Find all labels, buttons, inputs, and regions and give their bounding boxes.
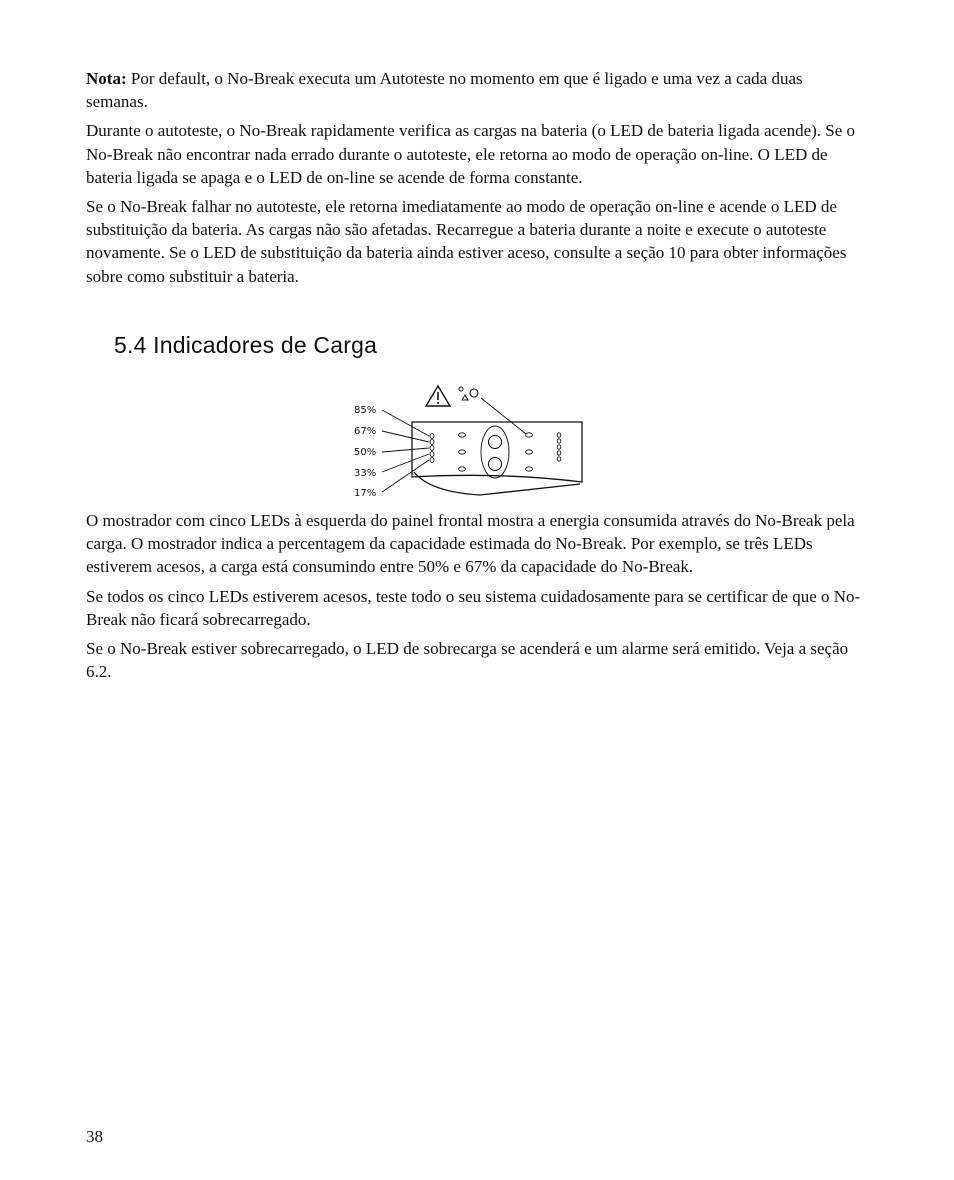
load-led-column — [430, 434, 434, 463]
autotest-failure-paragraph: Se o No-Break falhar no autoteste, ele retorna imediatamente ao modo de operação on-line e acende o LED de substituição da bateria. As cargas não são afetadas. Recarregue a bateria durante a noite e execute o autoteste novamente. Se o LED de substituição da bateria ainda estiver aceso, consulte a seção 10 para obter informações sobre como substituir a bateria. — [86, 197, 847, 286]
left-status-leds — [459, 433, 466, 471]
intro-text-block — [86, 67, 866, 294]
right-status-leds — [526, 433, 533, 471]
display-description-paragraph: O mostrador com cinco LEDs à esquerda do painel frontal mostra a energia consumida através do No-Break pela carga. O mostrador indica a percentagem da capacidade estimada do No-Break. Por exemplo, se três LEDs estiverem acesos, a carga está consumindo entre 50% e 67% da capacidade do No-Break. — [86, 511, 855, 577]
load-label-67: 67% — [354, 426, 377, 437]
load-led-50 — [430, 446, 434, 451]
load-indicator-text-block — [86, 509, 866, 689]
load-label-33: 33% — [354, 468, 377, 479]
note-paragraph — [86, 67, 866, 113]
battery-led-column — [557, 433, 561, 461]
icon-leader-line — [481, 398, 526, 434]
load-label-17: 17% — [354, 488, 377, 499]
load-label-85: 85% — [354, 405, 377, 416]
load-led-33 — [430, 452, 434, 457]
on-test-button[interactable] — [489, 436, 502, 449]
load-led-17 — [430, 458, 434, 463]
autotest-paragraph: Durante o autoteste, o No-Break rapidamente verifica as cargas na bateria (o LED de bateria ligada acende). Se o No-Break não encontrar nada errado durante o autoteste, ele retorna ao modo de operação on-line. O LED de bateria ligada se apaga e o LED de on-line se acende de forma constante. — [86, 121, 856, 187]
page-number: 38 — [86, 1127, 103, 1146]
warning-icon — [426, 386, 450, 406]
overload-paragraph: Se o No-Break estiver sobrecarregado, o LED de sobrecarga se acenderá e um alarme será emitido. Veja a seção 6.2. — [86, 639, 849, 682]
section-heading: 5.4 Indicadores de Carga — [114, 332, 378, 358]
load-led-85 — [430, 434, 434, 439]
front-panel-figure — [340, 380, 600, 505]
note-label: Nota: — [86, 69, 127, 88]
note-text: Por default, o No-Break executa um Autoteste no momento em que é ligado e uma vez a cada duas semanas. — [86, 69, 803, 112]
battery-replace-icon — [459, 387, 478, 400]
front-panel-diagram — [340, 380, 600, 505]
load-label-50: 50% — [354, 447, 377, 458]
all-leds-paragraph: Se todos os cinco LEDs estiverem acesos, teste todo o seu sistema cuidadosamente para se certificar de que o No-Break não ficará sobrecarregado. — [86, 586, 861, 629]
load-led-67 — [430, 440, 434, 445]
off-button[interactable] — [489, 458, 502, 471]
panel-outline — [412, 422, 582, 482]
